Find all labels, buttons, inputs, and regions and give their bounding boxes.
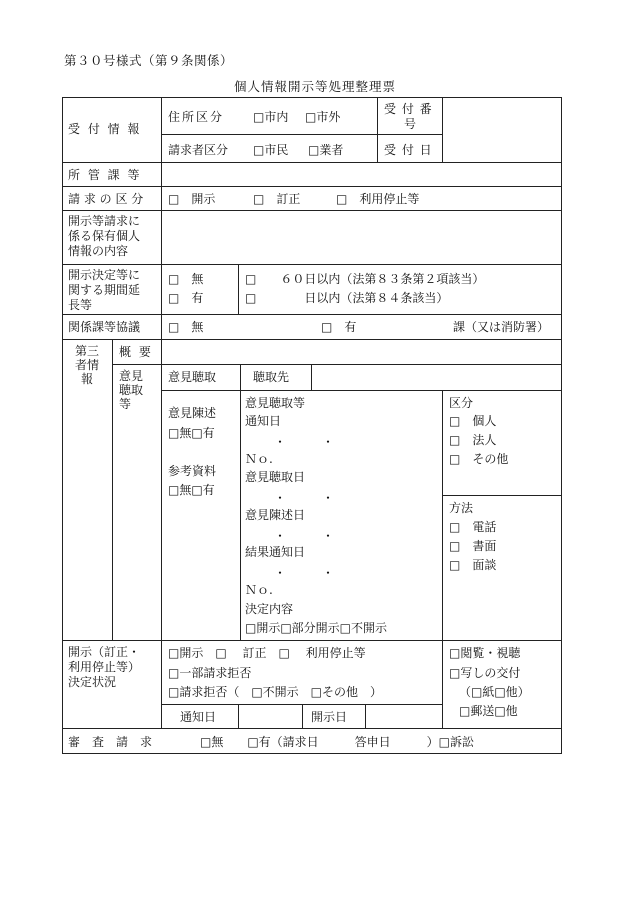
third-party-label-line: 者情 xyxy=(75,358,100,372)
decision-options[interactable]: □開示□部分開示□不開示 xyxy=(245,621,388,635)
extension-label-line: 開示決定等に xyxy=(68,268,141,282)
table-border-top xyxy=(62,97,562,98)
hearing-label: 意見聴取 xyxy=(168,370,217,384)
row-line xyxy=(161,134,443,135)
document-title: 個人情報開示等処理整理票 xyxy=(233,79,396,94)
category-option-individual[interactable]: □ 個人 xyxy=(449,414,497,428)
result-notice-date-label: 結果通知日 xyxy=(245,545,306,559)
col-line xyxy=(161,97,162,728)
request-option-disclose[interactable]: □ 開示 xyxy=(168,192,216,206)
address-option-outside[interactable]: □市外 xyxy=(305,110,341,124)
col-line xyxy=(442,97,443,163)
table-border-right xyxy=(561,97,562,754)
notice-date-dots: ・ ・ xyxy=(274,435,335,449)
consultation-label: 関係課等協議 xyxy=(68,320,141,334)
extension-clause-60days[interactable]: □ ６０日以内（法第８３条第２項該当） xyxy=(245,272,485,286)
row-line xyxy=(442,495,562,496)
partial-refusal-option[interactable]: □一部請求拒否 xyxy=(168,666,252,680)
opinion-label-line: 聴取 xyxy=(119,383,144,397)
hearing-date-label: 意見聴取日 xyxy=(245,470,306,484)
requester-label: 請求者区分 xyxy=(168,143,229,157)
consultation-option-yes[interactable]: □ 有 xyxy=(321,320,357,334)
refusal-options-line[interactable]: □請求拒否（ □不開示 □その他 ） xyxy=(168,685,383,699)
mail-option[interactable]: □郵送□他 xyxy=(459,704,518,718)
statement-date-label: 意見陳述日 xyxy=(245,508,306,522)
method-option-phone[interactable]: □ 電話 xyxy=(449,520,497,534)
hearing-notice-label: 意見聴取等 xyxy=(245,396,306,410)
col-line xyxy=(311,364,312,391)
col-line xyxy=(238,264,239,315)
row-line xyxy=(62,210,562,211)
row-line xyxy=(161,390,562,391)
reference-options[interactable]: □無□有 xyxy=(168,483,215,497)
viewing-option[interactable]: □閲覧・視聴 xyxy=(449,646,521,660)
col-line xyxy=(442,640,443,728)
row-line xyxy=(62,264,562,265)
extension-clause-days[interactable]: □ 日以内（法第８４条該当） xyxy=(245,291,449,305)
reference-label: 参考資料 xyxy=(168,464,217,478)
col-line xyxy=(302,704,303,728)
notice-date-label: 通知日 xyxy=(180,710,217,724)
copy-medium-option[interactable]: （□紙□他） xyxy=(459,685,530,699)
address-option-inside[interactable]: □市内 xyxy=(253,110,289,124)
form-number: 第３０号様式（第９条関係） xyxy=(64,53,234,68)
col-line xyxy=(238,704,239,728)
disclosure-label-line: 開示（訂正・ xyxy=(68,645,141,659)
consultation-option-none[interactable]: □ 無 xyxy=(168,320,204,334)
category-option-corporation[interactable]: □ 法人 xyxy=(449,433,497,447)
department-label: 所 管 課 等 xyxy=(68,168,142,182)
col-line xyxy=(240,364,241,640)
content-label-line: 係る保有個人 xyxy=(68,229,141,243)
receipt-date-label: 受 付 日 xyxy=(384,143,433,157)
receipt-number-label: 受 付 番 xyxy=(384,102,433,116)
table-border-left xyxy=(62,97,63,754)
request-option-correct[interactable]: □ 訂正 xyxy=(253,192,301,206)
row-line xyxy=(62,728,562,729)
review-content[interactable]: □無 □有（請求日 答申日 ）□訴訟 xyxy=(200,735,475,749)
decision-label: 決定内容 xyxy=(245,602,294,616)
row-line xyxy=(112,364,562,365)
opinion-label-line: 等 xyxy=(119,397,132,411)
receipt-number-label-2: 号 xyxy=(404,117,417,131)
review-label: 審 査 請 求 xyxy=(68,735,153,749)
row-line xyxy=(62,339,562,340)
disclosure-date-label: 開示日 xyxy=(311,710,348,724)
row-line xyxy=(62,640,562,641)
category-label: 区分 xyxy=(449,396,474,410)
extension-option-yes[interactable]: □ 有 xyxy=(168,291,204,305)
notice-date-label: 通知日 xyxy=(245,414,282,428)
row-line xyxy=(62,162,562,163)
table-border-bottom xyxy=(62,753,562,754)
opinion-label-line: 意見 xyxy=(119,369,144,383)
col-line xyxy=(112,339,113,640)
row-line xyxy=(62,314,562,315)
result-notice-date-dots: ・ ・ xyxy=(274,566,335,580)
disclosure-options-line[interactable]: □開示 □ 訂正 □ 利用停止等 xyxy=(168,646,366,660)
extension-label-line: 長等 xyxy=(68,298,93,312)
requester-option-business[interactable]: □業者 xyxy=(308,143,344,157)
disclosure-label-line: 利用停止等） xyxy=(68,660,141,674)
row-line xyxy=(62,186,562,187)
hearing-date-dots: ・ ・ xyxy=(274,491,335,505)
method-option-interview[interactable]: □ 面談 xyxy=(449,558,497,572)
col-line xyxy=(377,97,378,163)
method-option-document[interactable]: □ 書面 xyxy=(449,539,497,553)
hearing-destination-label: 聴取先 xyxy=(253,370,290,384)
third-party-label-line: 第三 xyxy=(75,344,100,358)
consultation-suffix: 課（又は消防署） xyxy=(453,320,550,334)
request-option-suspend[interactable]: □ 利用停止等 xyxy=(336,192,420,206)
summary-label: 概 要 xyxy=(119,345,153,359)
number-label: Ｎｏ. xyxy=(245,452,273,466)
extension-label-line: 関する期間延 xyxy=(68,283,141,297)
requester-option-citizen[interactable]: □市民 xyxy=(253,143,289,157)
request-type-label: 請 求 の 区 分 xyxy=(68,192,144,206)
third-party-label-line: 報 xyxy=(81,372,94,386)
method-label: 方法 xyxy=(449,501,474,515)
statement-options[interactable]: □無□有 xyxy=(168,426,215,440)
number-label: Ｎｏ. xyxy=(245,583,273,597)
extension-option-none[interactable]: □ 無 xyxy=(168,272,204,286)
content-label-line: 開示等請求に xyxy=(68,214,141,228)
statement-label: 意見陳述 xyxy=(168,406,217,420)
address-label: 住所区分 xyxy=(168,110,225,124)
content-label-line: 情報の内容 xyxy=(68,244,129,258)
category-option-other[interactable]: □ その他 xyxy=(449,452,509,466)
col-line xyxy=(365,704,366,728)
col-line xyxy=(442,390,443,640)
disclosure-label-line: 決定状況 xyxy=(68,675,117,689)
reception-label: 受 付 情 報 xyxy=(68,122,142,136)
copy-delivery-option[interactable]: □写しの交付 xyxy=(449,666,521,680)
statement-date-dots: ・ ・ xyxy=(274,529,335,543)
